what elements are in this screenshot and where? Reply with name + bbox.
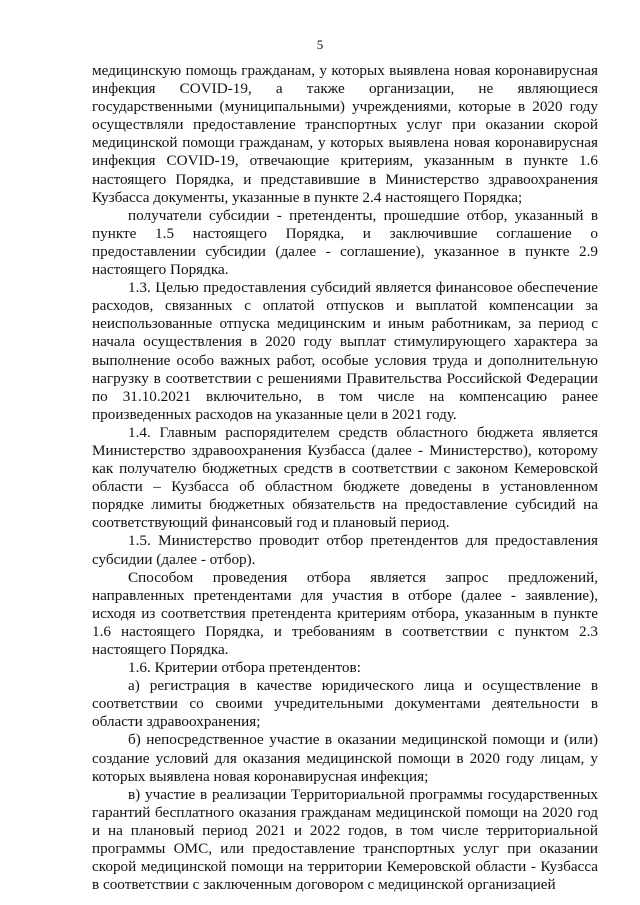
paragraph-1-5-selection: 1.5. Министерство проводит отбор претендентов для предоставления субсидии (далее - отбор). xyxy=(92,532,598,568)
paragraph-criterion-v: в) участие в реализации Территориальной программы государственных гарантий бесплатного оказания гражданам медицинской помощи на 2020 год и на плановый период 2021 и 2022 годов, в том числе территориальной программы ОМС, или предоставление транспортных услуг при оказании скорой медицинской помощи на территории Кемеровской области - Кузбасса в соответствии с заключенным договором с медицинской организацией xyxy=(92,785,598,894)
paragraph-subsidy-recipients: получатели субсидии - претенденты, прошедшие отбор, указанный в пункте 1.5 настоящего Порядка, и заключившие соглашение о предоставлении субсидии (далее - соглашение), указанное в пункте 2.9 настоящего Порядка. xyxy=(92,206,598,279)
paragraph-1-4-main-manager: 1.4. Главным распорядителем средств областного бюджета является Министерство здравоохранения Кузбасса (далее - Министерство), которому как получателю бюджетных средств в соответствии с законом Кемеровской области – Кузбасса об областном бюджете доведены в установленном порядке лимиты бюджетных обязательств на предоставление субсидий на соответствующий финансовый год и плановый период. xyxy=(92,423,598,532)
paragraph-recipients-list-continued: медицинскую помощь гражданам, у которых выявлена новая коронавирусная инфекция COVID-19, а также организации, не являющиеся государственными (муниципальными) учреждениями, которые в 2020 году осуществляли предоставление транспортных услуг при оказании скорой медицинской помощи гражданам, у которых выявлена новая коронавирусная инфекция COVID-19, отвечающие критериям, указанным в пункте 1.6 настоящего Порядка, и представившие в Министерство здравоохранения Кузбасса документы, указанные в пункте 2.4 настоящего Порядка; xyxy=(92,62,598,206)
paragraph-criterion-b: б) непосредственное участие в оказании медицинской помощи и (или) создание условий для оказания медицинской помощи в 2020 году лицам, у которых выявлена новая коронавирусная инфекция; xyxy=(92,731,598,785)
paragraph-1-6-criteria-heading: 1.6. Критерии отбора претендентов: xyxy=(128,659,361,677)
page-number: 5 xyxy=(316,37,324,52)
paragraph-criterion-a: а) регистрация в качестве юридического лица и осуществление в соответствии со своими учредительными документами деятельности в области здравоохранения; xyxy=(92,677,598,731)
paragraph-1-3-purpose: 1.3. Целью предоставления субсидий является финансовое обеспечение расходов, связанных с оплатой отпусков и выплатой компенсации за неиспользованные отпуска медицинским и иным работникам, за период с начала осуществления в 2020 году выплат стимулирующего характера за выполнение особо важных работ, особые условия труда и дополнительную нагрузку в соответствии с решениями Правительства Российской Федерации по 31.10.2021 включительно, в том числе на компенсацию ранее произведенных расходов на указанные цели в 2021 году. xyxy=(92,279,598,423)
document-body xyxy=(92,62,598,894)
paragraph-selection-method: Способом проведения отбора является запрос предложений, направленных претендентами для участия в отборе (далее - заявление), исходя из соответствия претендента критериям отбора, указанным в пункте 1.6 настоящего Порядка, и требованиям в соответствии с пунктом 2.3 настоящего Порядка. xyxy=(92,568,598,658)
